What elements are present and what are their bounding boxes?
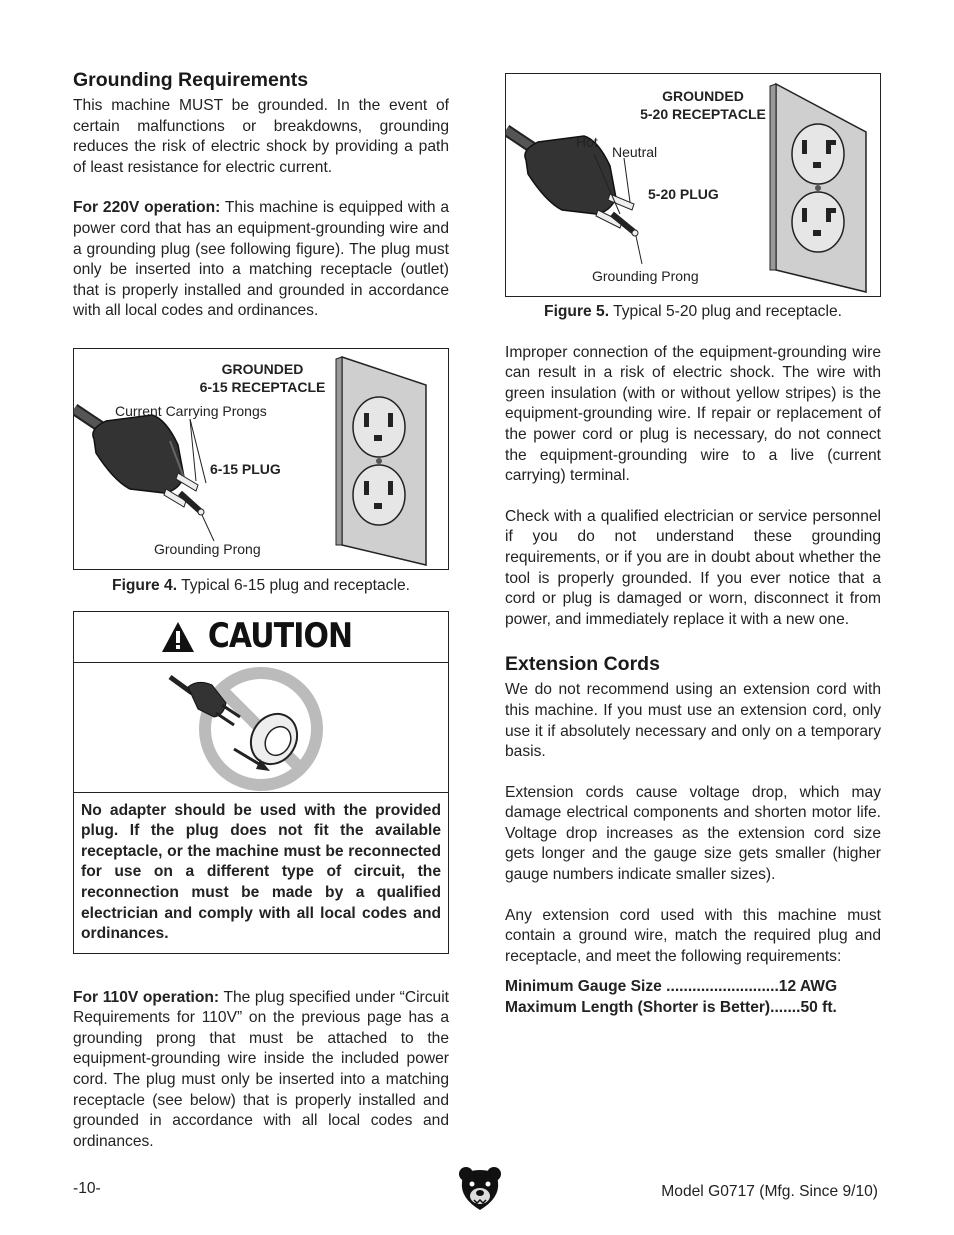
- fig5-ground-label: Grounding Prong: [592, 268, 699, 284]
- right-column: [505, 68, 881, 1019]
- extension-para-1: We do not recommend using an extension cord with this machine. If you must use an extension cord, only use it if absolutely necessary and only on a temporary basis.: [505, 681, 881, 761]
- caution-header: [74, 612, 448, 663]
- spec-min-gauge: Minimum Gauge Size ..........................12 AWG: [505, 978, 838, 996]
- op110-text: The plug specified under “Circuit Requirements for 110V” on the previous page has a grounding prong that must be attached to the equipment-grounding wire inside the included power cord. The plug must only be inserted into a matching receptacle (see below) that is properly installed and grounded in accordance with all local codes and ordinances.: [73, 988, 450, 1150]
- fig5-receptacle-label-1: GROUNDED: [662, 88, 744, 104]
- extension-para-3: Any extension cord used with this machine must contain a ground wire, match the required plug and receptacle, and meet the following requirements:: [505, 906, 881, 965]
- check-electrician-paragraph: Check with a qualified electrician or service personnel if you do not understand these grounding requirements, or if you are in doubt about whether the tool is properly grounded. If you ever notice that a cord or plug is damaged or worn, disconnect it from power, and immediately replace it with a new one.: [505, 507, 881, 628]
- left-column: [73, 68, 449, 1152]
- fig5-receptacle-label-2: 5-20 RECEPTACLE: [640, 106, 766, 122]
- no-adapter-icon: [74, 663, 448, 792]
- figure-5: [505, 73, 881, 297]
- extension-para-2: Extension cords cause voltage drop, which may damage electrical components and shorten motor life. Voltage drop increases as the extension cord size gets longer and the gauge size gets smaller (higher gauge numbers indicate smaller sizes).: [505, 783, 881, 884]
- fig4-receptacle-label-2: 6-15 RECEPTACLE: [199, 378, 326, 395]
- warning-triangle-icon: [160, 620, 196, 654]
- fig4-receptacle-label-1: GROUNDED: [221, 360, 304, 377]
- op110-paragraph: [73, 988, 449, 1153]
- op220-label: For 220V operation:: [73, 199, 221, 217]
- model-footer: Model G0717 (Mfg. Since 9/10): [661, 1183, 878, 1200]
- fig4-ground-label: Grounding Prong: [154, 540, 261, 557]
- figure-4-caption: [73, 576, 449, 597]
- caution-title: CAUTION: [207, 616, 353, 657]
- fig5-caption-text: Typical 5-20 plug and receptacle.: [609, 303, 842, 320]
- spec-max-length: Maximum Length (Shorter is Better).......50 ft.: [505, 999, 837, 1017]
- figure-5-caption: [505, 302, 881, 323]
- caution-illustration: [74, 663, 448, 793]
- fig5-neutral-label: Neutral: [612, 144, 658, 160]
- figure-4: [73, 348, 449, 570]
- fig4-caption-text: Typical 6-15 plug and receptacle.: [177, 576, 410, 594]
- page-number: -10-: [73, 1180, 101, 1197]
- fig5-caption-label: Figure 5.: [544, 303, 610, 320]
- grounding-heading: Grounding Requirements: [73, 69, 309, 91]
- grounding-intro: This machine MUST be grounded. In the event of certain malfunctions or breakdowns, grounding reduces the risk of electric shock by providing a path of least resistance for electric current.: [73, 97, 449, 176]
- improper-connection-paragraph: Improper connection of the equipment-grounding wire can result in a risk of electric shock. The wire with green insulation (with or without yellow stripes) is the equipment-grounding wire. If repair or replacement of the power cord or plug is necessary, do not connect the equipment-grounding wire to a live (current carrying) terminal.: [505, 343, 881, 485]
- fig5-plug-label: 5-20 PLUG: [648, 186, 719, 202]
- op110-label: For 110V operation:: [73, 988, 220, 1006]
- op220-text: This machine is equipped with a power cord that has an equipment-grounding wire and a grounding plug (see following figure). The plug must only be inserted into a matching receptacle (outlet) that is properly installed and grounded in accordance with all local codes and ordinances.: [73, 199, 450, 320]
- bear-head-icon: [456, 1164, 504, 1212]
- fig4-plug-label: 6-15 PLUG: [210, 460, 281, 477]
- op220-paragraph: [73, 198, 449, 322]
- fig4-caption-label: Figure 4.: [112, 576, 178, 594]
- fig5-hot-label: Hot: [576, 134, 598, 150]
- caution-box: [73, 611, 449, 954]
- extension-heading: Extension Cords: [505, 653, 660, 676]
- fig4-prongs-label: Current Carrying Prongs: [115, 402, 267, 419]
- caution-text: No adapter should be used with the provided plug. If the plug does not fit the available receptacle, or the machine must be reconnected for use on a different type of circuit, the reconnection must be made by a qualified electrician and comply with all local codes and ordinances.: [81, 801, 441, 943]
